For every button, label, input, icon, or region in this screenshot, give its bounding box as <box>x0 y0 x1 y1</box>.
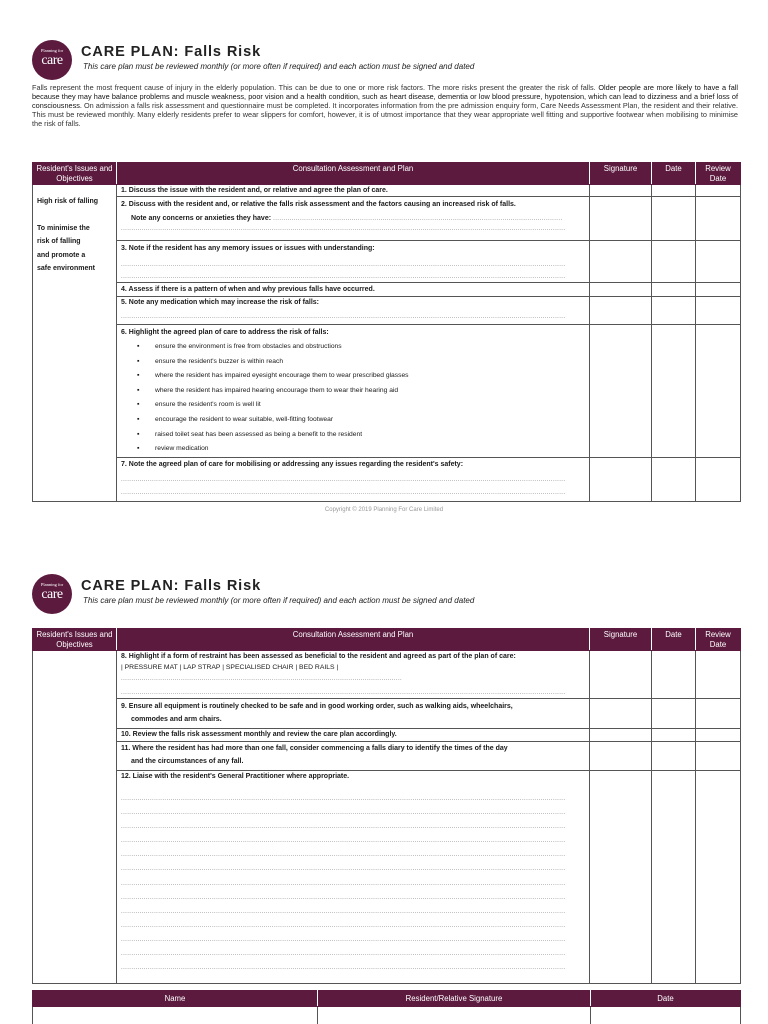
review-date-cell[interactable] <box>696 651 741 699</box>
plan-step-5: 5. Note any medication which may increase the risk of falls: ....................................................................................................................................................................................................................... <box>117 297 590 325</box>
date-cell[interactable] <box>652 241 696 283</box>
care-plan-table <box>32 628 741 984</box>
care-plan-table <box>32 162 741 502</box>
care-plan-table-1-wrap <box>32 162 740 502</box>
column-header-review-date: Review Date <box>696 163 741 185</box>
list-item: ▪ encourage the resident to wear suitable, well-fitting footwear <box>137 413 585 428</box>
date-cell[interactable] <box>652 699 696 729</box>
signature-cell[interactable] <box>590 185 652 197</box>
review-date-cell[interactable] <box>696 325 741 458</box>
signature-cell[interactable] <box>590 458 652 502</box>
column-header-issues: Resident's Issues and Objectives <box>33 163 117 185</box>
plan-step-10: 10. Review the falls risk assessment monthly and review the care plan accordingly. <box>117 729 590 742</box>
issues-objectives-cell[interactable] <box>33 651 117 984</box>
page-header <box>32 40 740 80</box>
copyright-notice: Copyright © 2019 Planning For Care Limited <box>324 507 444 513</box>
plan-of-care-list <box>121 340 585 457</box>
list-item: ▪ ensure the environment is free from obstacles and obstructions <box>137 340 585 355</box>
date-cell[interactable] <box>652 197 696 241</box>
signature-cell[interactable] <box>590 771 652 984</box>
page-subtitle: This care plan must be reviewed monthly (or more often if required) and each action must be signed and dated <box>83 596 475 605</box>
column-header-sign-date: Date <box>591 991 741 1007</box>
writing-line[interactable]: ....................................................................................................................................................................................................................... <box>121 314 566 320</box>
plan-step-11: 11. Where the resident has had more than one fall, consider commencing a falls diary to identify the times of the day and the circumstances of any fall. <box>117 742 590 771</box>
writing-line[interactable]: ....................................................................................................................................................................................................................... <box>121 477 566 483</box>
list-item: ▪ raised toilet seat has been assessed as being a benefit to the resident <box>137 428 585 443</box>
column-header-signature: Signature <box>590 629 652 651</box>
signature-cell[interactable] <box>590 651 652 699</box>
name-field[interactable] <box>33 1007 318 1024</box>
signature-cell[interactable] <box>590 325 652 458</box>
column-header-plan: Consultation Assessment and Plan <box>117 629 590 651</box>
list-item: ▪ ensure the resident's room is well lit <box>137 398 585 413</box>
writing-line[interactable]: ....................................................................................................................................................................................................................... <box>121 226 566 232</box>
column-header-plan: Consultation Assessment and Plan <box>117 163 590 185</box>
date-cell[interactable] <box>652 742 696 771</box>
review-date-cell[interactable] <box>696 742 741 771</box>
intro-paragraph: Falls represent the most frequent cause of injury in the elderly population. This can be due to one or more risk factors. The more risks present the greater the risk of falls. Older people are more likely to have a fall because they may have balance problems and muscle weakness, poor vision and a health condition, such as heart disease, dementia or low blood pressure, hypotension, which can lead to dizziness and a brief loss of consciousness. On admission a falls risk assessment and questionnaire must be completed. It incorporates information from the pre admission enquiry form, Care Needs Assessment Plan, the resident and their relative. This must be reviewed monthly. Many elderly residents prefer to wear slippers for comfort, however, it is of utmost importance that they wear appropriate well fitting and supportive footwear when mobilising to minimise the risk of falls. <box>32 83 739 128</box>
review-date-cell[interactable] <box>696 185 741 197</box>
signature-cell[interactable] <box>590 729 652 742</box>
date-cell[interactable] <box>652 771 696 984</box>
writing-line[interactable]: ....................................................................................................................................................................................................................... <box>121 490 566 496</box>
page-subtitle: This care plan must be reviewed monthly (or more often if required) and each action must be signed and dated <box>83 62 475 71</box>
writing-line[interactable]: ....................................................................................................................................................................................................................... <box>121 262 566 268</box>
date-cell[interactable] <box>652 729 696 742</box>
writing-lines[interactable]: ....................................................................................................................................................................................................................... ....................................................................................................................................................................................................................... ....................................................................................................................................................................................................................... ....................................................................................................................................................................................................................... ....................................................................................................................................................................................................................... ....................................................................................................................................................................................................................... ....................................................................................................................................................................................................................... ....................................................................................................................................................................................................................... ....................................................................................................................................................................................................................... ....................................................................................................................................................................................................................... ....................................................................................................................................................................................................................... ....................................................................................................................................................................................................................... ....................................................................................................................................................................................................................... <box>121 796 566 972</box>
review-date-cell[interactable] <box>696 241 741 283</box>
page-header <box>32 574 740 614</box>
writing-line[interactable]: ....................................................................................................................................................................................................................... <box>121 274 566 280</box>
sign-off-table-wrap <box>32 990 740 1024</box>
plan-step-12: 12. Liaise with the resident's General Practitioner where appropriate. ....................................................................................................................................................................................................................... ....................................................................................................................................................................................................................... ....................................................................................................................................................................................................................... ....................................................................................................................................................................................................................... ....................................................................................................................................................................................................................... ....................................................................................................................................................................................................................... ....................................................................................................................................................................................................................... ....................................................................................................................................................................................................................... ....................................................................................................................................................................................................................... ....................................................................................................................................................................................................................... ....................................................................................................................................................................................................................... ....................................................................................................................................................................................................................... ....................................................................................................................................................................................................................... <box>117 771 590 984</box>
signature-cell[interactable] <box>590 699 652 729</box>
date-cell[interactable] <box>652 651 696 699</box>
plan-step-3: 3. Note if the resident has any memory issues or issues with understanding: ....................................................................................................................................................................................................................... ....................................................................................................................................................................................................................... <box>117 241 590 283</box>
issues-objectives-cell: High risk of falling To minimise the risk of falling and promote a safe environment <box>33 185 117 502</box>
review-date-cell[interactable] <box>696 283 741 297</box>
care-plan-table-2-wrap <box>32 628 740 984</box>
signature-cell[interactable] <box>590 283 652 297</box>
planning-for-care-logo: Planning for care <box>32 40 72 80</box>
review-date-cell[interactable] <box>696 197 741 241</box>
page-title: CARE PLAN: Falls Risk <box>81 44 262 60</box>
page-2 <box>32 574 740 614</box>
column-header-name: Name <box>33 991 318 1007</box>
plan-step-7: 7. Note the agreed plan of care for mobilising or addressing any issues regarding the resident's safety: ....................................................................................................................................................................................................................... ....................................................................................................................................................................................................................... <box>117 458 590 502</box>
plan-step-9: 9. Ensure all equipment is routinely checked to be safe and in good working order, such as walking aids, wheelchairs, commodes and arm chairs. <box>117 699 590 729</box>
column-header-date: Date <box>652 163 696 185</box>
planning-for-care-logo: Planning for care <box>32 574 72 614</box>
signature-cell[interactable] <box>590 241 652 283</box>
column-header-signature: Signature <box>590 163 652 185</box>
list-item: ▪ ensure the resident's buzzer is within reach <box>137 355 585 370</box>
review-date-cell[interactable] <box>696 771 741 984</box>
writing-line[interactable]: ....................................................................................................................................................................................................................... <box>121 690 566 696</box>
page-1 <box>32 40 740 80</box>
date-cell[interactable] <box>652 297 696 325</box>
signature-cell[interactable] <box>590 297 652 325</box>
review-date-cell[interactable] <box>696 699 741 729</box>
list-item: ▪ where the resident has impaired hearing encourage them to wear their hearing aid <box>137 384 585 399</box>
review-date-cell[interactable] <box>696 729 741 742</box>
date-cell[interactable] <box>652 458 696 502</box>
plan-step-8: 8. Highlight if a form of restraint has been assessed as beneficial to the resident and agreed as part of the plan of care: | PRESSURE MAT | LAP STRAP | SPECIALISED CHAIR | BED RAILS | ........................................................................................................................................ ....................................................................................................................................................................................................................... <box>117 651 590 699</box>
column-header-date: Date <box>652 629 696 651</box>
resident-signature-field[interactable] <box>318 1007 591 1024</box>
review-date-cell[interactable] <box>696 297 741 325</box>
list-item: ▪ where the resident has impaired eyesight encourage them to wear prescribed glasses <box>137 369 585 384</box>
list-item: ▪ review medication <box>137 442 585 457</box>
date-cell[interactable] <box>652 185 696 197</box>
page-title: CARE PLAN: Falls Risk <box>81 578 262 594</box>
plan-step-1: 1. Discuss the issue with the resident and, or relative and agree the plan of care. <box>117 185 590 197</box>
sign-off-table <box>32 990 741 1024</box>
column-header-review-date: Review Date <box>696 629 741 651</box>
sign-date-field[interactable] <box>591 1007 741 1024</box>
plan-step-6: 6. Highlight the agreed plan of care to address the risk of falls: ▪ ensure the environment is free from obstacles and obstructions ▪ ensure the resident's buzzer is within reach ▪ where the resident has impaired eyesight encourage them to wear prescribed glasses ▪ where the resident has impaired hearing encourage them to wear their hearing aid ▪ ensure the resident's room is well lit ▪ encourage the resident to wear suitable, well-fitting footwear ▪ raised toilet seat has been assessed as being a benefit to the resident ▪ review medication <box>117 325 590 458</box>
date-cell[interactable] <box>652 325 696 458</box>
date-cell[interactable] <box>652 283 696 297</box>
concerns-field[interactable]: Note any concerns or anxieties they have: ............................................................................................................................................ <box>131 215 563 222</box>
column-header-resident-signature: Resident/Relative Signature <box>318 991 591 1007</box>
review-date-cell[interactable] <box>696 458 741 502</box>
column-header-issues: Resident's Issues and Objectives <box>33 629 117 651</box>
signature-cell[interactable] <box>590 197 652 241</box>
restraint-options[interactable]: | PRESSURE MAT | LAP STRAP | SPECIALISED CHAIR | BED RAILS | ........................................................................................................................................ <box>121 664 403 682</box>
plan-step-4: 4. Assess if there is a pattern of when and why previous falls have occurred. <box>117 283 590 297</box>
signature-cell[interactable] <box>590 742 652 771</box>
plan-step-2: 2. Discuss with the resident and, or relative the falls risk assessment and the factors causing an increased risk of falls. Note any concerns or anxieties they have: ............................................................................................................................................ ....................................................................................................................................................................................................................... <box>117 197 590 241</box>
